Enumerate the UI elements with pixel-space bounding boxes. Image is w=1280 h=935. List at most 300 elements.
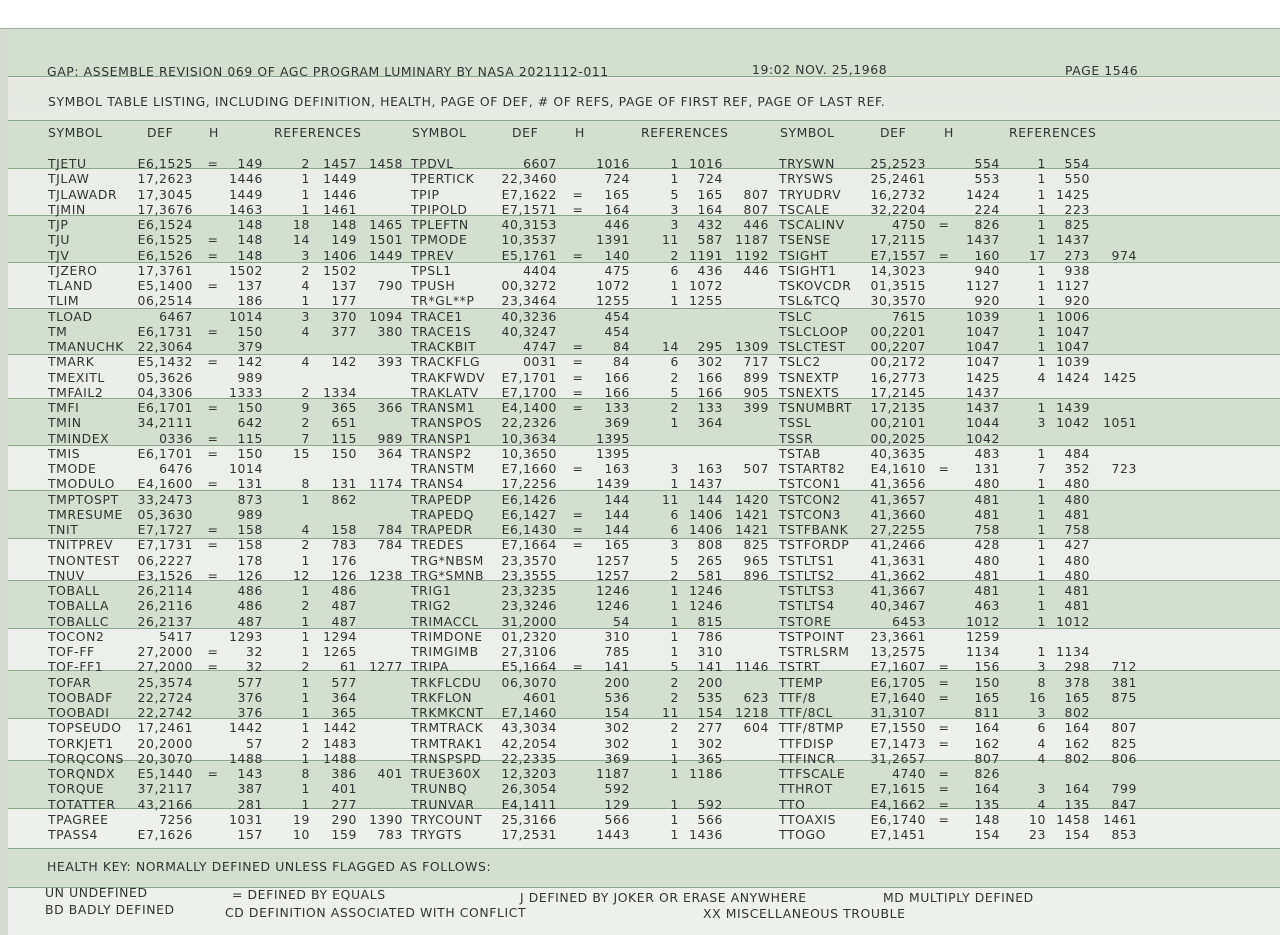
first-ref-page: 938 [1064,262,1090,278]
first-ref-page: 298 [1064,659,1090,675]
first-ref-page: 1191 [689,247,723,263]
ref-count: 1 [301,705,310,720]
symbol-name: TTFINCR [779,750,836,766]
definition: 22,3064 [137,339,193,354]
first-ref-page: 1488 [323,750,357,766]
health-flag: = [207,278,219,293]
last-ref-page: 965 [743,552,769,568]
definition: 17,2531 [501,827,557,842]
first-ref-page: 159 [331,827,357,842]
def-page: 1014 [229,461,263,476]
first-ref-page: 164 [1064,720,1090,736]
definition: 23,3246 [501,598,557,614]
symbol-name: TRIMACCL [411,613,479,629]
health-flag: = [572,339,584,354]
symbol-name: TTFSCALE [779,766,846,781]
definition: 05,3626 [137,369,193,385]
definition: E7,1727 [137,522,193,537]
def-page: 811 [974,705,1000,720]
def-page: 1044 [966,415,1000,431]
definition: 34,2111 [137,415,193,431]
symbol-name: TRYGTS [411,827,463,842]
ref-count: 1 [1037,552,1046,568]
first-ref-page: 158 [331,522,357,537]
definition: E6,1426 [501,491,557,507]
definition: 41,3656 [870,476,926,492]
health-flag: = [938,781,950,797]
table-row [0,598,1280,613]
first-ref-page: 432 [697,217,723,232]
ref-count: 17 [1029,247,1046,263]
definition: E7,1550 [870,720,926,736]
def-page: 577 [237,674,263,690]
symbol-name: TOF-FF1 [48,659,104,675]
ref-count: 1 [1037,598,1046,614]
symbol-name: TRAPEDP [411,491,472,507]
symbol-name: TSNEXTS [779,384,840,400]
ref-count: 2 [301,384,310,400]
def-page: 566 [604,811,630,827]
definition: 33,2473 [137,491,193,507]
column-header-def: DEF [512,125,539,140]
definition: 32,2204 [870,201,926,217]
definition: E4,1600 [137,476,193,492]
definition: E7,1557 [870,247,926,263]
health-flag: = [207,354,219,370]
def-page: 1439 [596,476,630,492]
last-ref-page: 446 [743,262,769,278]
table-row [0,751,1280,766]
table-row [0,156,1280,171]
def-page: 32 [246,659,263,675]
definition: 14,3023 [870,262,926,278]
def-page: 1016 [596,156,630,171]
symbol-name: TJLAWADR [48,186,118,202]
table-row [0,827,1280,842]
first-ref-page: 1186 [689,766,723,781]
first-ref-page: 365 [697,750,723,766]
symbol-name: TMODULO [48,476,116,492]
ref-count: 3 [1037,659,1046,675]
first-ref-page: 164 [1064,781,1090,797]
health-key-md: MD MULTIPLY DEFINED [883,890,1034,905]
ref-count: 4 [1037,735,1046,751]
last-ref-page: 1449 [369,247,403,263]
definition: 23,3235 [501,583,557,598]
definition: E4,1400 [501,400,557,415]
definition: E7,1626 [137,827,193,842]
symbol-name: TOBALLC [48,613,109,629]
symbol-name: TTOAXIS [779,811,837,827]
last-ref-page: 807 [743,201,769,217]
ref-count: 18 [293,217,310,232]
health-flag: = [207,659,219,675]
def-page: 481 [974,506,1000,522]
definition: 00,3272 [501,278,557,293]
def-page: 554 [974,156,1000,171]
page-number: PAGE 1546 [1065,63,1139,78]
column-header-health: H [944,125,954,140]
health-flag: = [207,400,219,415]
symbol-name: TSTCON1 [779,476,842,492]
last-ref-page: 381 [1111,674,1137,690]
table-row [0,187,1280,202]
def-page: 133 [604,400,630,415]
last-ref-page: 1421 [735,506,769,522]
ref-count: 12 [293,567,310,583]
symbol-name: TSTCON2 [779,491,842,507]
definition: 25,2523 [870,156,926,171]
symbol-name: TMPTOSPT [48,491,119,507]
first-ref-page: 126 [331,567,357,583]
definition: 00,2101 [870,415,926,431]
table-row [0,507,1280,522]
first-ref-page: 566 [697,811,723,827]
symbol-name: TOOBADI [48,705,110,720]
ref-count: 1 [1037,583,1046,598]
def-page: 310 [604,628,630,644]
ref-count: 4 [301,354,310,370]
health-flag: = [572,522,584,537]
symbol-name: TSTRT [779,659,821,675]
ref-count: 3 [670,461,679,476]
first-ref-page: 825 [1064,217,1090,232]
table-row [0,522,1280,537]
symbol-name: TRUNBQ [411,781,468,797]
definition: 23,3661 [870,628,926,644]
ref-count: 1 [301,293,310,309]
rule-line [8,848,1280,849]
first-ref-page: 162 [1064,735,1090,751]
health-key-cd: CD DEFINITION ASSOCIATED WITH CONFLICT [225,905,527,920]
first-ref-page: 1436 [689,827,723,842]
table-row [0,217,1280,232]
symbol-name: TMIS [48,445,81,461]
first-ref-page: 484 [1064,445,1090,461]
symbol-name: TOFAR [48,674,92,690]
definition: E7,1615 [870,781,926,797]
ref-count: 1 [670,293,679,309]
health-flag: = [572,537,584,553]
definition: E6,1701 [137,445,193,461]
last-ref-page: 364 [377,445,403,461]
symbol-name: TTF/8 [779,689,817,705]
definition: E5,1400 [137,278,193,293]
first-ref-page: 436 [697,262,723,278]
table-row [0,354,1280,369]
first-ref-page: 377 [331,323,357,339]
first-ref-page: 815 [697,613,723,629]
ref-count: 5 [670,384,679,400]
health-key-bd: BD BADLY DEFINED [45,902,175,917]
first-ref-page: 165 [697,186,723,202]
definition: 17,2115 [870,232,926,248]
table-row [0,797,1280,812]
definition: 22,2724 [137,689,193,705]
symbol-name: TRUE360X [411,766,482,781]
symbol-name: TJETU [48,156,87,171]
first-ref-page: 480 [1064,552,1090,568]
health-flag: = [572,186,584,202]
symbol-name: TRANS4 [411,476,464,492]
symbol-name: TRKFLON [411,689,473,705]
last-ref-page: 1458 [369,156,403,171]
definition: E5,1664 [501,659,557,675]
ref-count: 1 [670,766,679,781]
symbol-name: TNITPREV [48,537,114,553]
ref-count: 2 [301,537,310,553]
def-page: 486 [237,583,263,598]
definition: 25,3574 [137,674,193,690]
first-ref-page: 808 [697,537,723,553]
ref-count: 3 [670,537,679,553]
last-ref-page: 604 [743,720,769,736]
symbol-name: TRACE1S [411,323,472,339]
definition: 31,2000 [501,613,557,629]
ref-count: 1 [1037,323,1046,339]
symbol-name: TSTPOINT [779,628,845,644]
definition: E7,1460 [501,705,557,720]
column-header-references: REFERENCES [641,125,729,140]
table-row [0,736,1280,751]
first-ref-page: 651 [331,415,357,431]
def-page: 1463 [229,201,263,217]
column-header-def: DEF [880,125,907,140]
def-page: 165 [974,689,1000,705]
symbol-name: TRYUDRV [779,186,842,202]
ref-count: 1 [670,171,679,187]
first-ref-page: 61 [340,659,357,675]
last-ref-page: 446 [743,217,769,232]
ref-count: 6 [670,354,679,370]
first-ref-page: 166 [697,384,723,400]
symbol-name: TSNEXTP [779,369,840,385]
first-ref-page: 550 [1064,171,1090,187]
def-page: 920 [974,293,1000,309]
listing-timestamp: 19:02 NOV. 25,1968 [752,62,888,77]
ref-count: 1 [1037,476,1046,492]
first-ref-page: 223 [1064,201,1090,217]
first-ref-page: 165 [1064,689,1090,705]
symbol-name: TSIGHT1 [779,262,837,278]
symbol-name: TRMTRACK [411,720,484,736]
def-page: 143 [237,766,263,781]
symbol-name: TSL&TCQ [779,293,841,309]
ref-count: 1 [670,628,679,644]
def-page: 150 [237,323,263,339]
definition: 17,2461 [137,720,193,736]
first-ref-page: 1458 [1056,811,1090,827]
def-page: 1424 [966,186,1000,202]
definition: 17,3676 [137,201,193,217]
definition: 06,2227 [137,552,193,568]
table-row [0,568,1280,583]
definition: E7,1607 [870,659,926,675]
health-key-un: UN UNDEFINED [45,885,148,900]
symbol-name: TMFAIL2 [48,384,104,400]
definition: E6,1525 [137,156,193,171]
def-page: 1333 [229,384,263,400]
health-flag: = [938,766,950,781]
def-page: 126 [237,567,263,583]
first-ref-page: 535 [697,689,723,705]
table-row [0,324,1280,339]
def-page: 1031 [229,811,263,827]
def-page: 376 [237,689,263,705]
ref-count: 2 [670,247,679,263]
ref-count: 1 [301,689,310,705]
ref-count: 5 [670,659,679,675]
symbol-name: TRAKFWDV [411,369,486,385]
symbol-name: TTF/8TMP [779,720,844,736]
ref-count: 1 [1037,262,1046,278]
def-page: 1449 [229,186,263,202]
table-row [0,339,1280,354]
first-ref-page: 273 [1064,247,1090,263]
symbol-name: TNUV [48,567,85,583]
first-ref-page: 592 [697,796,723,812]
symbol-name: TTO [779,796,806,812]
symbol-name: TSTFORDP [779,537,850,553]
definition: 41,3662 [870,567,926,583]
last-ref-page: 1425 [1103,369,1137,385]
def-page: 1047 [966,323,1000,339]
ref-count: 6 [1037,720,1046,736]
first-ref-page: 163 [697,461,723,476]
first-ref-page: 481 [1064,583,1090,598]
ref-count: 6 [670,522,679,537]
first-ref-page: 481 [1064,506,1090,522]
ref-count: 1 [301,628,310,644]
definition: E5,1761 [501,247,557,263]
ref-count: 1 [1037,506,1046,522]
first-ref-page: 1072 [689,278,723,293]
definition: 6467 [159,308,193,324]
symbol-name: TRACE1 [411,308,463,324]
last-ref-page: 825 [743,537,769,553]
def-page: 1047 [966,354,1000,370]
def-page: 1039 [966,308,1000,324]
def-page: 84 [613,339,630,354]
def-page: 148 [237,232,263,248]
definition: 00,2201 [870,323,926,339]
listing-subtitle: SYMBOL TABLE LISTING, INCLUDING DEFINITION, HEALTH, PAGE OF DEF, # OF REFS, PAGE OF FIRST REF, PAGE OF LAST REF. [48,94,886,109]
first-ref-page: 1246 [689,598,723,614]
ref-count: 1 [301,644,310,659]
ref-count: 1 [1037,613,1046,629]
ref-count: 2 [301,659,310,675]
symbol-name: TR*GL**P [411,293,475,309]
ref-count: 1 [1037,278,1046,293]
table-row [0,812,1280,827]
ref-count: 1 [1037,339,1046,354]
def-page: 475 [604,262,630,278]
definition: 6476 [159,461,193,476]
definition: 00,2207 [870,339,926,354]
def-page: 486 [237,598,263,614]
ref-count: 1 [1037,308,1046,324]
symbol-name: TPREV [411,247,454,263]
health-flag: = [938,247,950,263]
table-row [0,766,1280,781]
symbol-name: TMARK [48,354,95,370]
scan-top-margin [0,0,1280,28]
symbol-name: TNONTEST [48,552,120,568]
health-flag: = [207,476,219,492]
def-page: 1042 [966,430,1000,446]
definition: 01,2320 [501,628,557,644]
first-ref-page: 487 [331,598,357,614]
def-page: 1134 [966,644,1000,659]
def-page: 989 [237,369,263,385]
definition: 17,2145 [870,384,926,400]
def-page: 200 [604,674,630,690]
table-row [0,583,1280,598]
symbol-name: TORQCONS [48,750,125,766]
definition: 4740 [892,766,926,781]
def-page: 536 [604,689,630,705]
def-page: 480 [974,476,1000,492]
first-ref-page: 1406 [689,522,723,537]
ref-count: 1 [301,781,310,797]
first-ref-page: 133 [697,400,723,415]
symbol-name: TRAKLATV [411,384,479,400]
def-page: 150 [974,674,1000,690]
definition: E6,1524 [137,217,193,232]
definition: E6,1731 [137,323,193,339]
first-ref-page: 154 [1064,827,1090,842]
symbol-name: TSSR [779,430,814,446]
definition: 20,3070 [137,750,193,766]
first-ref-page: 480 [1064,567,1090,583]
first-ref-page: 401 [331,781,357,797]
ref-count: 1 [670,156,679,171]
first-ref-page: 862 [331,491,357,507]
def-page: 142 [237,354,263,370]
def-page: 166 [604,384,630,400]
symbol-name: TRANSM1 [411,400,476,415]
first-ref-page: 1334 [323,384,357,400]
rule-line [8,120,1280,121]
symbol-name: TRIG1 [411,583,452,598]
definition: 00,2172 [870,354,926,370]
def-page: 1255 [596,293,630,309]
def-page: 302 [604,735,630,751]
symbol-name: TMODE [48,461,97,476]
first-ref-page: 1424 [1056,369,1090,385]
last-ref-page: 717 [743,354,769,370]
def-page: 1437 [966,232,1000,248]
health-flag: = [207,567,219,583]
ref-count: 1 [301,186,310,202]
def-page: 487 [237,613,263,629]
def-page: 154 [974,827,1000,842]
def-page: 369 [604,415,630,431]
table-row [0,446,1280,461]
ref-count: 4 [1037,796,1046,812]
symbol-name: TLOAD [48,308,93,324]
first-ref-page: 1006 [1056,308,1090,324]
table-row [0,278,1280,293]
ref-count: 1 [670,415,679,431]
last-ref-page: 1051 [1103,415,1137,431]
first-ref-page: 581 [697,567,723,583]
def-page: 481 [974,583,1000,598]
definition: 22,2335 [501,750,557,766]
def-page: 150 [237,400,263,415]
definition: 5417 [159,628,193,644]
symbol-name: TJMIN [48,201,86,217]
